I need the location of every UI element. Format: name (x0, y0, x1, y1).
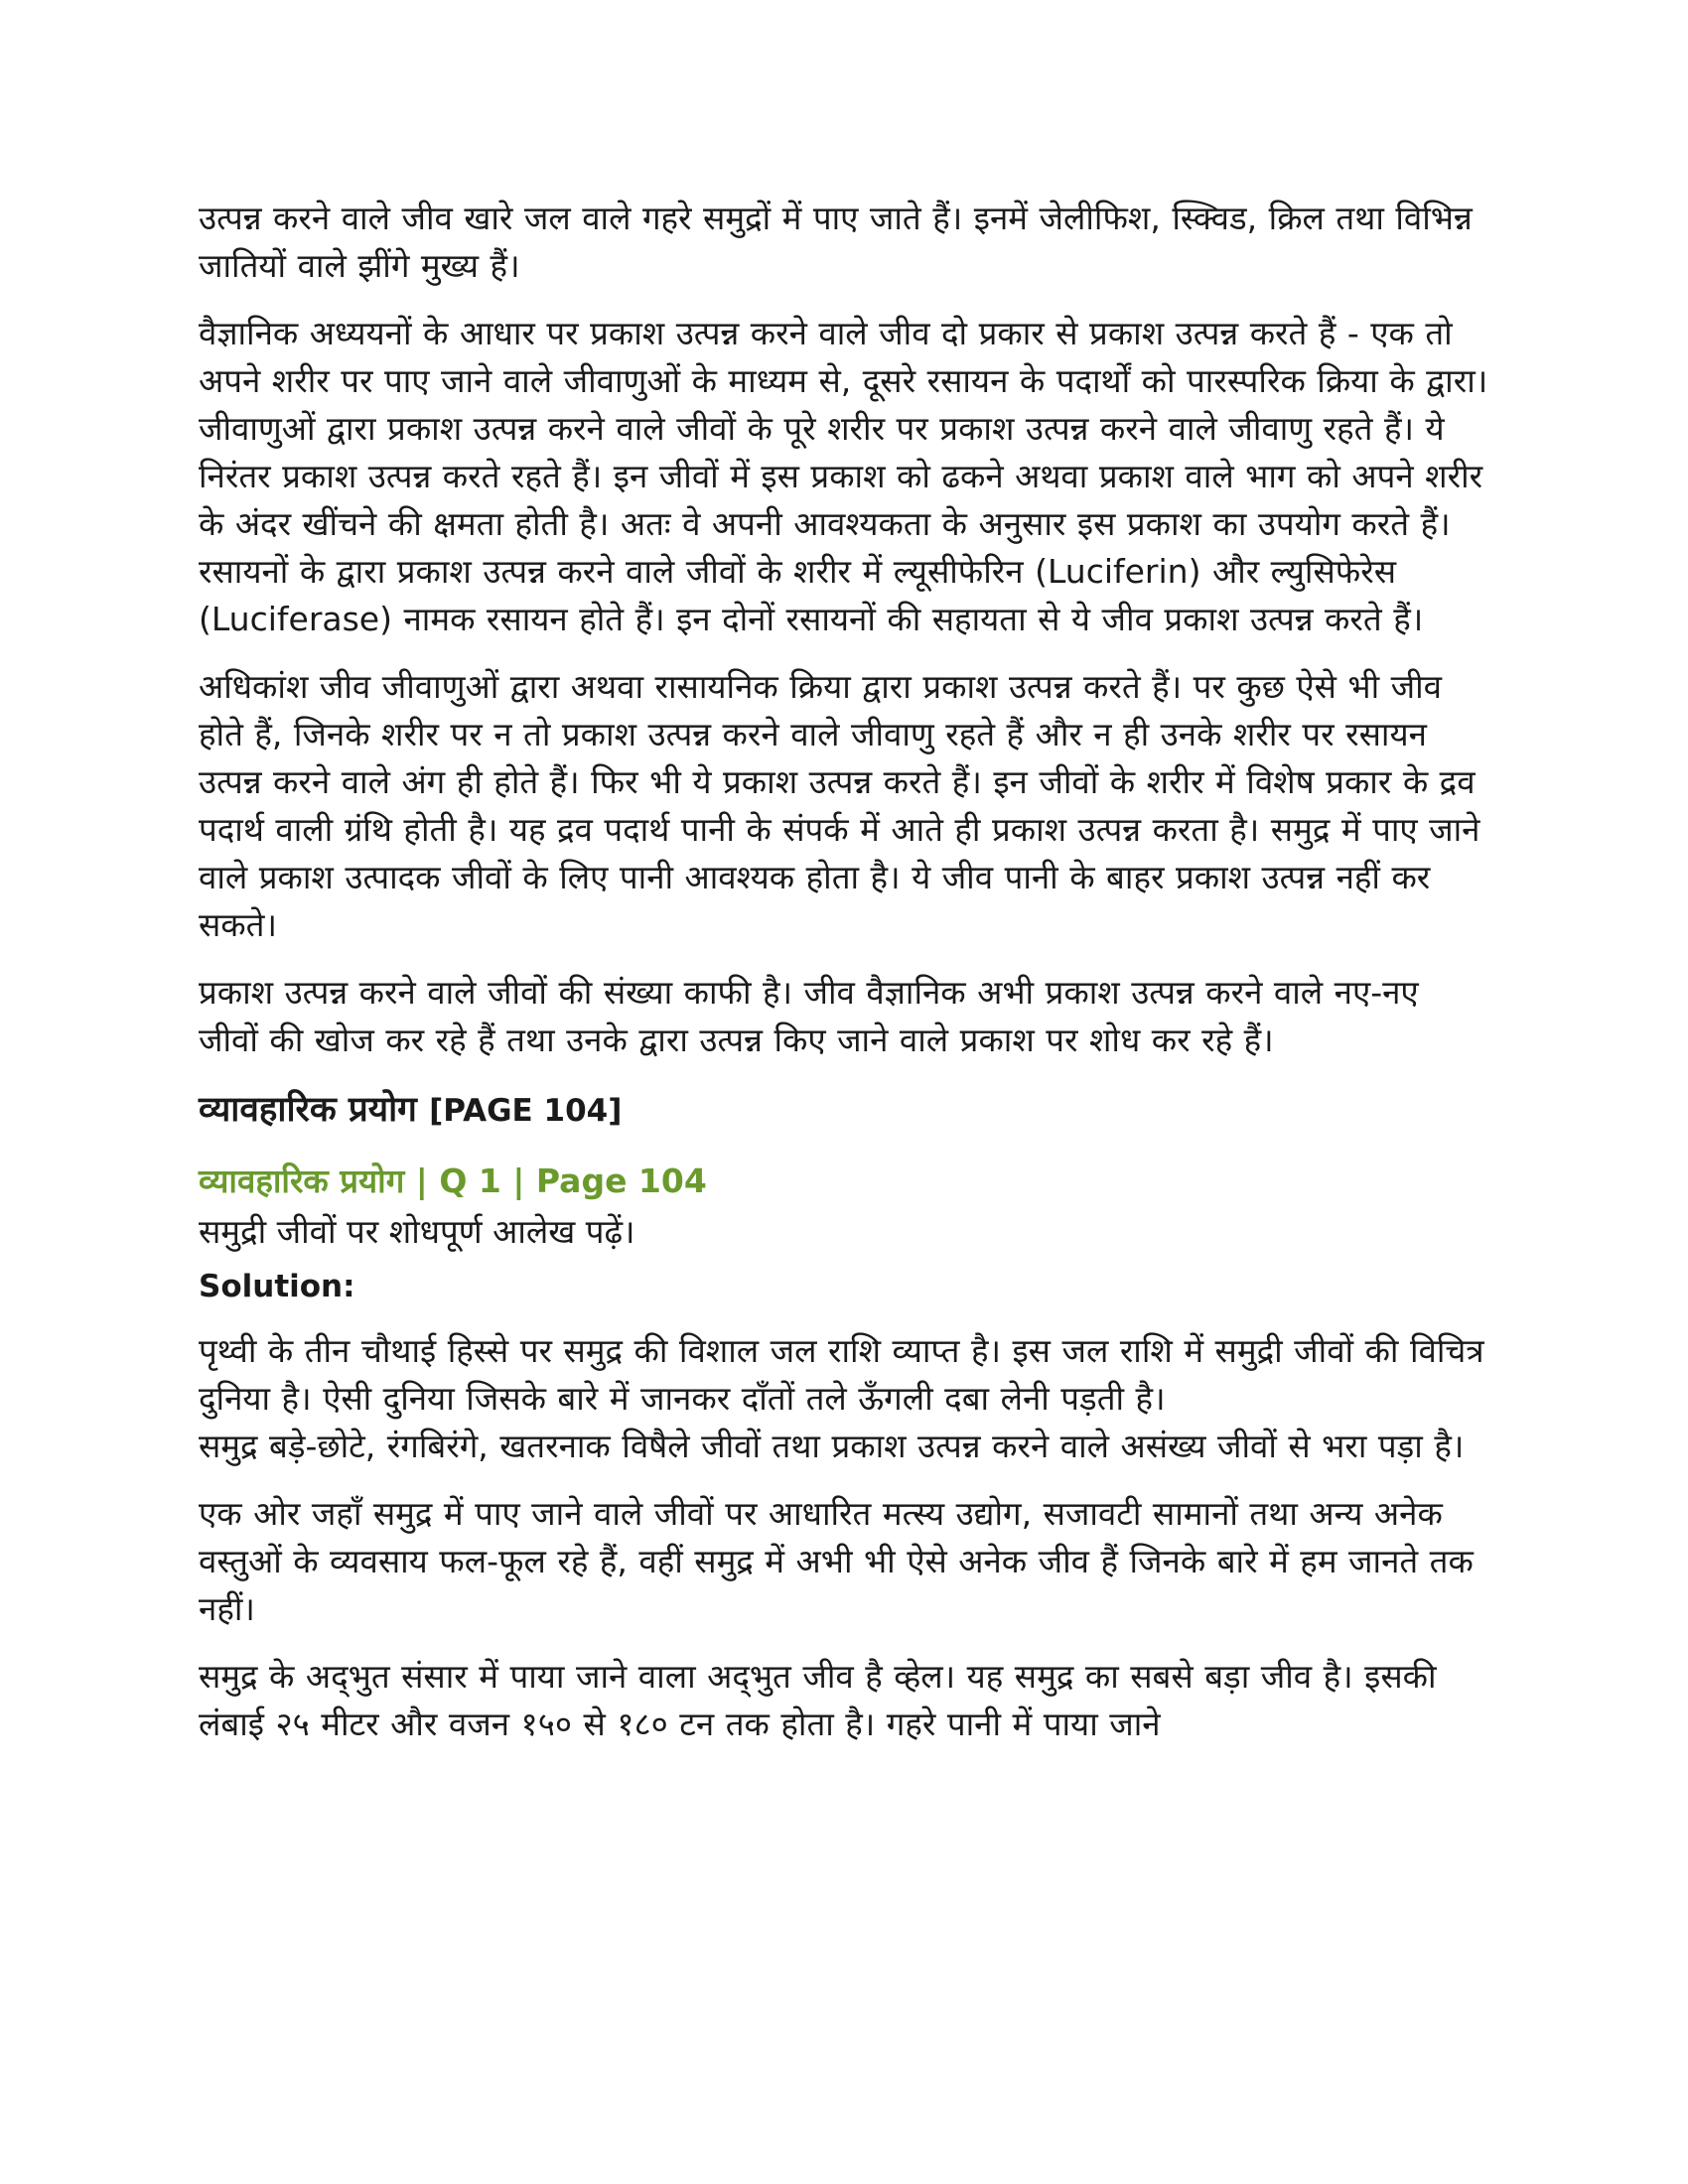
body-paragraph: प्रकाश उत्पन्न करने वाले जीवों की संख्या काफी है। जीव वैज्ञानिक अभी प्रकाश उत्पन्न करने वाले नए-नए जीवों की खोज कर रहे हैं तथा उनके द्वारा उत्पन्न किए जाने वाले प्रकाश पर शोध कर रहे हैं। (199, 973, 1419, 1059)
question-heading: व्यावहारिक प्रयोग | Q 1 | Page 104 (199, 1161, 707, 1200)
section-title: व्यावहारिक प्रयोग (199, 1090, 417, 1130)
section-page-tag: [PAGE 104] (429, 1093, 623, 1129)
solution-paragraph: पृथ्वी के तीन चौथाई हिस्से पर समुद्र की विशाल जल राशि व्याप्त है। इस जल राशि में समुद्री जीवों की विचित्र दुनिया है। ऐसी दुनिया जिसके बारे में जानकर दाँतों तले ऊँगली दबा लेनी पड़ती है। (199, 1331, 1484, 1418)
body-paragraph: वैज्ञानिक अध्ययनों के आधार पर प्रकाश उत्पन्न करने वाले जीव दो प्रकार से प्रकाश उत्पन्न करते हैं - एक तो अपने शरीर पर पाए जाने वाले जीवाणुओं के माध्यम से, दूसरे रसायन के पदार्थों को पारस्परिक क्रिया के द्वारा। जीवाणुओं द्वारा प्रकाश उत्पन्न करने वाले जीवों के पूरे शरीर पर प्रकाश उत्पन्न करने वाले जीवाणु रहते हैं। ये निरंतर प्रकाश उत्पन्न करते रहते हैं। इन जीवों में इस प्रकाश को ढकने अथवा प्रकाश वाले भाग को अपने शरीर के अंदर खींचने की क्षमता होती है। अतः वे अपनी आवश्यकता के अनुसार इस प्रकाश का उपयोग करते हैं। रसायनों के द्वारा प्रकाश उत्पन्न करने वाले जीवों के शरीर में ल्यूसीफेरिन (Luciferin) और ल्युसिफेरेस (Luciferase) नामक रसायन होते हैं। इन दोनों रसायनों की सहायता से ये जीव प्रकाश उत्पन्न करते हैं। (199, 314, 1488, 638)
question-text: समुद्री जीवों पर शोधपूर्ण आलेख पढ़ें। (199, 1212, 635, 1251)
solution-paragraph: समुद्र के अद्‌भुत संसार में पाया जाने वाला अद्‌भुत जीव है व्हेल। यह समुद्र का सबसे बड़ा जीव है। इसकी लंबाई २५ मीटर और वजन १५० से १८० टन तक होता है। गहरे पानी में पाया जाने (199, 1657, 1437, 1743)
solution-paragraph: एक ओर जहाँ समुद्र में पाए जाने वाले जीवों पर आधारित मत्स्य उद्योग, सजावटी सामानों तथा अन्य अनेक वस्तुओं के व्यवसाय फल-फूल रहे हैं, वहीं समुद्र में अभी भी ऐसे अनेक जीव हैं जिनके बारे में हम जानते तक नहीं। (199, 1494, 1474, 1628)
body-paragraph: अधिकांश जीव जीवाणुओं द्वारा अथवा रासायनिक क्रिया द्वारा प्रकाश उत्पन्न करते हैं। पर कुछ ऐसे भी जीव होते हैं, जिनके शरीर पर न तो प्रकाश उत्पन्न करने वाले जीवाणु रहते हैं और न ही उनके शरीर पर रसायन उत्पन्न करने वाले अंग ही होते हैं। फिर भी ये प्रकाश उत्पन्न करते हैं। इन जीवों के शरीर में विशेष प्रकार के द्रव पदार्थ वाली ग्रंथि होती है। यह द्रव पदार्थ पानी के संपर्क में आते ही प्रकाश उत्पन्न करता है। समुद्र में पाए जाने वाले प्रकाश उत्पादक जीवों के लिए पानी आवश्यक होता है। ये जीव पानी के बाहर प्रकाश उत्पन्न नहीं कर सकते। (199, 667, 1480, 944)
solution-label: Solution: (199, 1269, 355, 1304)
solution-paragraph: समुद्र बड़े-छोटे, रंगबिरंगे, खतरनाक विषैले जीवों तथा प्रकाश उत्पन्न करने वाले असंख्य जीवों से भरा पड़ा है। (199, 1427, 1465, 1465)
body-paragraph: उत्पन्न करने वाले जीव खारे जल वाले गहरे समुद्रों में पाए जाते हैं। इनमें जेलीफिश, स्क्विड, क्रिल तथा विभिन्न जातियों वाले झींगे मुख्य हैं। (199, 199, 1473, 285)
section-heading (199, 1084, 1489, 1137)
document-page (199, 195, 1489, 1768)
